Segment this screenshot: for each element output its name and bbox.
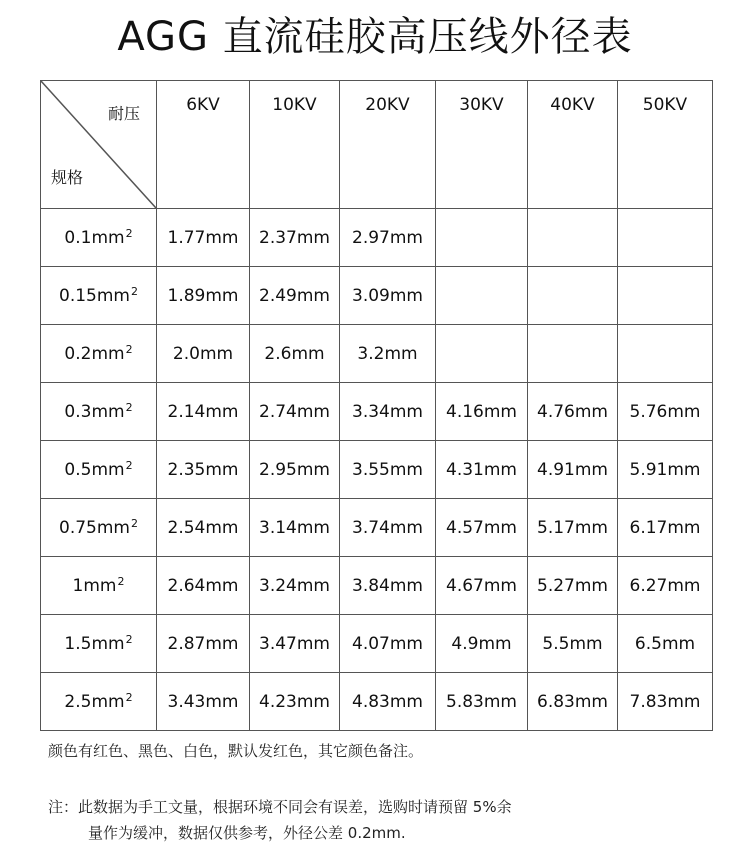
diameter-cell: 4.07mm (340, 615, 436, 673)
diameter-cell (618, 325, 713, 383)
diameter-cell: 5.27mm (528, 557, 618, 615)
remark-line-1: 注：此数据为手工文量，根据环境不同会有误差，选购时请预留 5%余 (48, 798, 512, 816)
diameter-cell: 4.23mm (250, 673, 340, 731)
diameter-cell: 3.34mm (340, 383, 436, 441)
diameter-cell: 3.74mm (340, 499, 436, 557)
diameter-cell: 4.16mm (436, 383, 528, 441)
voltage-axis-label: 耐压 (107, 104, 140, 123)
diameter-cell: 4.76mm (528, 383, 618, 441)
diameter-cell: 3.14mm (250, 499, 340, 557)
diameter-cell: 2.6mm (250, 325, 340, 383)
spec-superscript: 2 (130, 517, 138, 530)
voltage-header-cell: 20KV (340, 81, 436, 209)
spec-cell (41, 267, 157, 325)
spec-cell (41, 441, 157, 499)
diameter-cell: 2.0mm (157, 325, 250, 383)
spec-cell (41, 615, 157, 673)
color-note: 颜色有红色、黑色、白色，默认发红色，其它颜色备注。 (48, 742, 424, 760)
diameter-cell: 3.43mm (157, 673, 250, 731)
spec-axis-label: 规格 (51, 168, 84, 187)
diameter-cell: 4.67mm (436, 557, 528, 615)
diameter-cell: 3.47mm (250, 615, 340, 673)
table-row (41, 383, 713, 441)
spec-value: 1.5mm (64, 634, 125, 654)
diameter-cell: 5.83mm (436, 673, 528, 731)
table-row (41, 615, 713, 673)
spec-value: 0.5mm (64, 460, 125, 480)
diameter-cell: 5.17mm (528, 499, 618, 557)
diameter-cell: 1.77mm (157, 209, 250, 267)
diameter-cell: 2.87mm (157, 615, 250, 673)
spec-superscript: 2 (130, 285, 138, 298)
spec-superscript: 2 (125, 343, 133, 356)
diameter-cell: 4.91mm (528, 441, 618, 499)
diameter-cell (528, 267, 618, 325)
table-row (41, 325, 713, 383)
spec-superscript: 2 (125, 633, 133, 646)
diameter-cell (618, 267, 713, 325)
spec-superscript: 2 (125, 227, 133, 240)
voltage-header-cell: 10KV (250, 81, 340, 209)
spec-value: 0.2mm (64, 344, 125, 364)
table-row (41, 441, 713, 499)
spec-cell (41, 499, 157, 557)
remark-line-2: 量作为缓冲，数据仅供参考，外径公差 0.2mm. (88, 824, 406, 842)
diameter-cell: 2.97mm (340, 209, 436, 267)
spec-cell (41, 557, 157, 615)
voltage-header-cell: 6KV (157, 81, 250, 209)
diameter-cell: 7.83mm (618, 673, 713, 731)
diameter-cell: 2.74mm (250, 383, 340, 441)
spec-value: 0.75mm (59, 518, 130, 538)
diameter-table (40, 80, 713, 731)
spec-cell (41, 209, 157, 267)
table-row (41, 499, 713, 557)
corner-header-cell (41, 81, 157, 209)
diameter-cell: 3.84mm (340, 557, 436, 615)
table-row (41, 267, 713, 325)
spec-value: 0.3mm (64, 402, 125, 422)
diameter-cell: 1.89mm (157, 267, 250, 325)
diameter-cell: 3.2mm (340, 325, 436, 383)
diameter-cell: 4.83mm (340, 673, 436, 731)
spec-cell (41, 673, 157, 731)
diameter-cell: 3.24mm (250, 557, 340, 615)
voltage-header-cell: 50KV (618, 81, 713, 209)
page-title: AGG 直流硅胶高压线外径表 (117, 14, 633, 60)
diameter-cell (436, 209, 528, 267)
header-row (41, 81, 713, 209)
diameter-cell: 2.35mm (157, 441, 250, 499)
spec-value: 1mm (72, 576, 117, 596)
spec-superscript: 2 (125, 401, 133, 414)
diameter-cell: 2.49mm (250, 267, 340, 325)
diameter-cell: 6.5mm (618, 615, 713, 673)
diameter-cell: 5.5mm (528, 615, 618, 673)
diameter-cell: 6.27mm (618, 557, 713, 615)
diameter-cell (436, 325, 528, 383)
diameter-cell: 5.91mm (618, 441, 713, 499)
diameter-cell: 4.57mm (436, 499, 528, 557)
table-row (41, 673, 713, 731)
diameter-cell: 6.17mm (618, 499, 713, 557)
diameter-cell: 3.09mm (340, 267, 436, 325)
spec-cell (41, 325, 157, 383)
diameter-cell (436, 267, 528, 325)
diameter-cell: 2.14mm (157, 383, 250, 441)
voltage-header-cell: 30KV (436, 81, 528, 209)
diameter-cell: 6.83mm (528, 673, 618, 731)
spec-value: 0.1mm (64, 228, 125, 248)
diameter-cell: 2.37mm (250, 209, 340, 267)
spec-value: 2.5mm (64, 692, 125, 712)
notes-section (48, 738, 728, 846)
spec-value: 0.15mm (59, 286, 130, 306)
spec-superscript: 2 (117, 575, 125, 588)
diameter-cell: 3.55mm (340, 441, 436, 499)
spec-superscript: 2 (125, 459, 133, 472)
voltage-header-cell: 40KV (528, 81, 618, 209)
table-row (41, 557, 713, 615)
diameter-cell (528, 209, 618, 267)
spec-cell (41, 383, 157, 441)
diameter-cell: 2.64mm (157, 557, 250, 615)
diameter-cell: 4.31mm (436, 441, 528, 499)
diameter-cell (528, 325, 618, 383)
table-row (41, 209, 713, 267)
diameter-cell: 4.9mm (436, 615, 528, 673)
diameter-cell: 2.54mm (157, 499, 250, 557)
diameter-cell: 5.76mm (618, 383, 713, 441)
spec-superscript: 2 (125, 691, 133, 704)
diameter-cell (618, 209, 713, 267)
diameter-cell: 2.95mm (250, 441, 340, 499)
